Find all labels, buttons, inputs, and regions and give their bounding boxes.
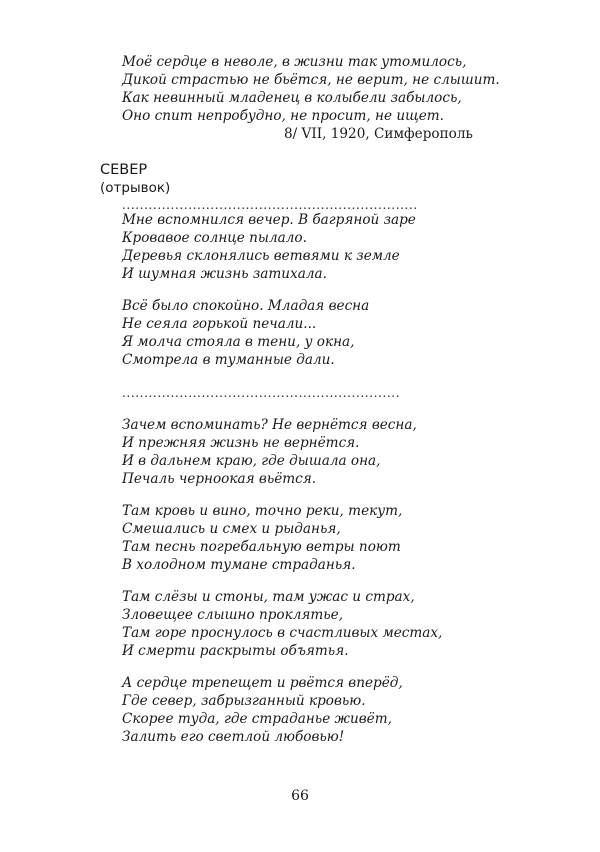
poem-line: Я молча стояла в тени, у окна, — [122, 334, 355, 350]
poem-line: В холодном тумане страданья. — [122, 557, 356, 573]
poem-title: СЕВЕР — [100, 162, 148, 178]
poem-line: Смотрела в туманные дали. — [122, 352, 335, 368]
poem-line: Деревья склонялись ветвями к земле — [122, 248, 400, 264]
poem-line: Зачем вспоминать? Не вернётся весна, — [122, 417, 417, 433]
ellipsis-divider: ............................................................... — [122, 387, 401, 399]
poem-line: И смерти раскрыты объятья. — [122, 643, 349, 659]
page-number: 66 — [291, 788, 309, 804]
poem-line: Там слёзы и стоны, там ужас и страх, — [122, 589, 415, 605]
poem-line: Там песнь погребальную ветры поют — [122, 539, 401, 555]
poem-line: И прежняя жизнь не вернётся. — [122, 435, 360, 451]
poem-line: Всё было спокойно. Младая весна — [122, 298, 370, 314]
previous-poem-line: Как невинный младенец в колыбели забылось, — [122, 90, 462, 106]
poem-line: Зловещее слышно проклятье, — [122, 607, 344, 623]
previous-poem-line: Оно спит непробудно, не просит, не ищет. — [122, 108, 444, 124]
poem-line: Залить его светлой любовью! — [122, 729, 345, 745]
poem-subtitle: (отрывок) — [100, 180, 171, 196]
previous-poem-line: Дикой страстью не бьётся, не верит, не слышит. — [122, 72, 500, 88]
previous-poem-signature: 8/ VII, 1920, Симферополь — [284, 126, 473, 142]
poem-line: А сердце трепещет и рвётся вперёд, — [122, 675, 403, 691]
poem-line: Смешались и смех и рыданья, — [122, 521, 341, 537]
previous-poem-line: Моё сердце в неволе, в жизни так утомилось, — [122, 54, 467, 70]
poem-line: Скорее туда, где страданье живёт, — [122, 711, 392, 727]
poem-line: Где север, забрызганный кровью. — [122, 693, 366, 709]
poem-line: Мне вспомнился вечер. В багряной заре — [122, 212, 416, 228]
poem-line: И в дальнем краю, где дышала она, — [122, 453, 381, 469]
poem-line: Не сеяла горькой печали... — [122, 316, 317, 332]
poem-line: И шумная жизнь затихала. — [122, 266, 327, 282]
poem-line: Печаль черноокая вьётся. — [122, 471, 317, 487]
poem-line: Там кровь и вино, точно реки, текут, — [122, 503, 403, 519]
poem-line: Там горе проснулось в счастливых местах, — [122, 625, 443, 641]
poem-line: Кровавое солнце пылало. — [122, 230, 307, 246]
ellipsis-divider: ................................................................... — [122, 199, 418, 211]
